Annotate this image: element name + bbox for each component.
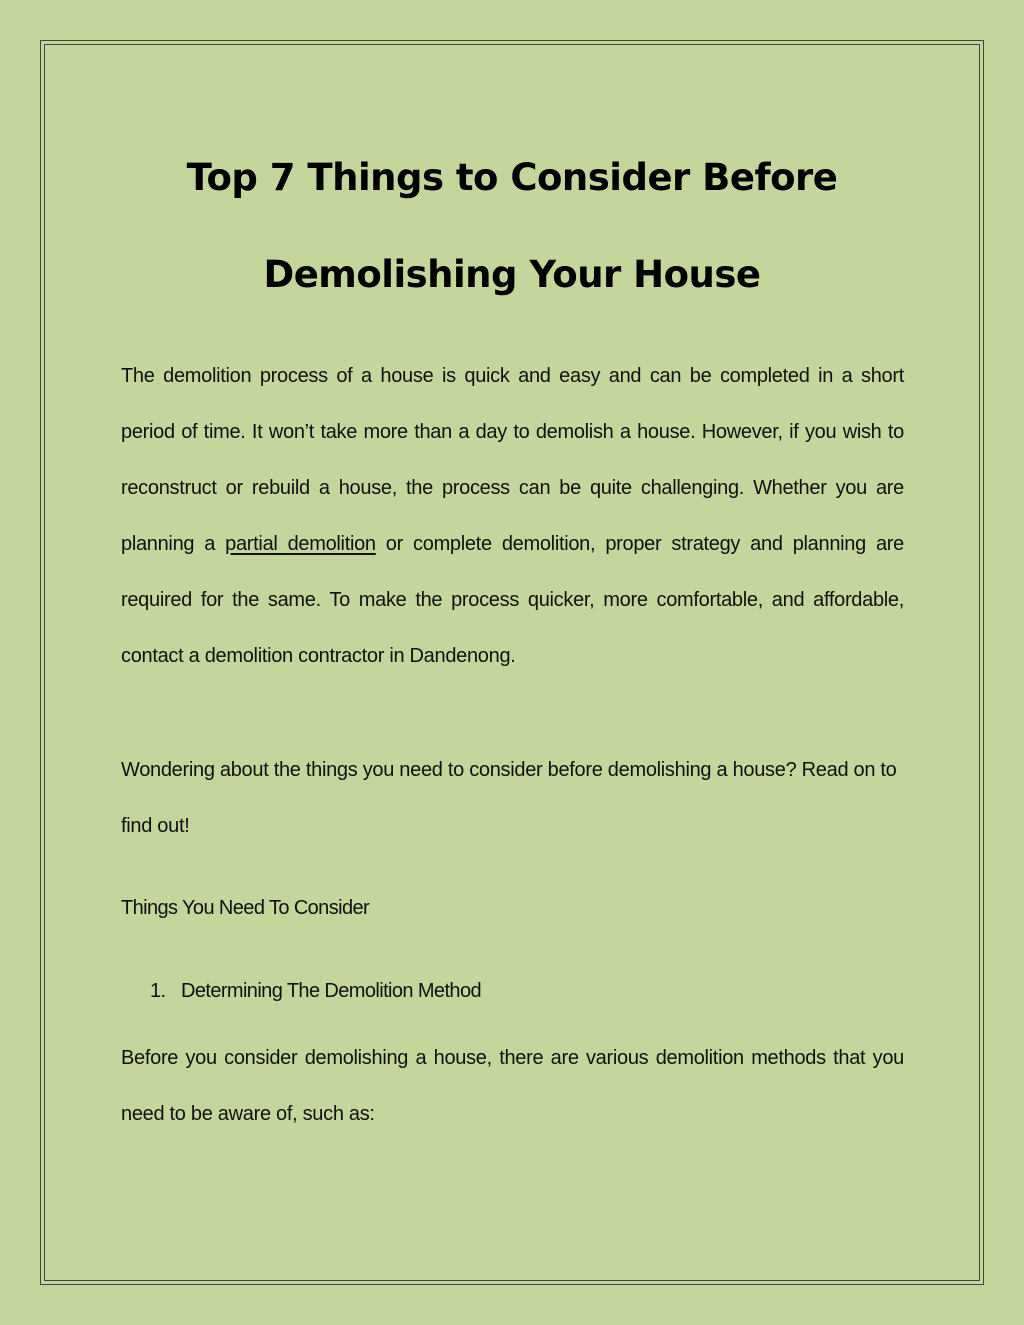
list-item-number: 1. — [150, 980, 166, 1002]
list-item — [150, 980, 481, 1003]
title-line-2: Demolishing Your House — [263, 253, 761, 296]
intro-text-before-link: The demolition process of a house is quick and easy and can be completed in a short period of time. It won’t take more than a day to demolish a house. However, if you wish to reconstruct or rebuild a house, the process can be quite challenging. Whether you are planning a — [121, 365, 904, 555]
section-heading: Things You Need To Consider — [121, 897, 370, 919]
partial-demolition-link[interactable]: partial demolition — [225, 533, 376, 555]
intro-text-after-link: or complete demolition, proper strategy and planning are required for the same. To make the process quicker, more comfortable, and affordable, contact a demolition contractor in Dandenong. — [121, 533, 904, 667]
title-line-1: Top 7 Things to Consider Before — [186, 156, 838, 199]
method-intro-paragraph: Before you consider demolishing a house, there are various demolition methods that you need to be aware of, such as: — [121, 1047, 904, 1125]
intro-paragraph — [121, 348, 904, 684]
list-item-label: Determining The Demolition Method — [181, 980, 481, 1002]
wondering-paragraph: Wondering about the things you need to consider before demolishing a house? Read on to find out! — [121, 759, 897, 837]
